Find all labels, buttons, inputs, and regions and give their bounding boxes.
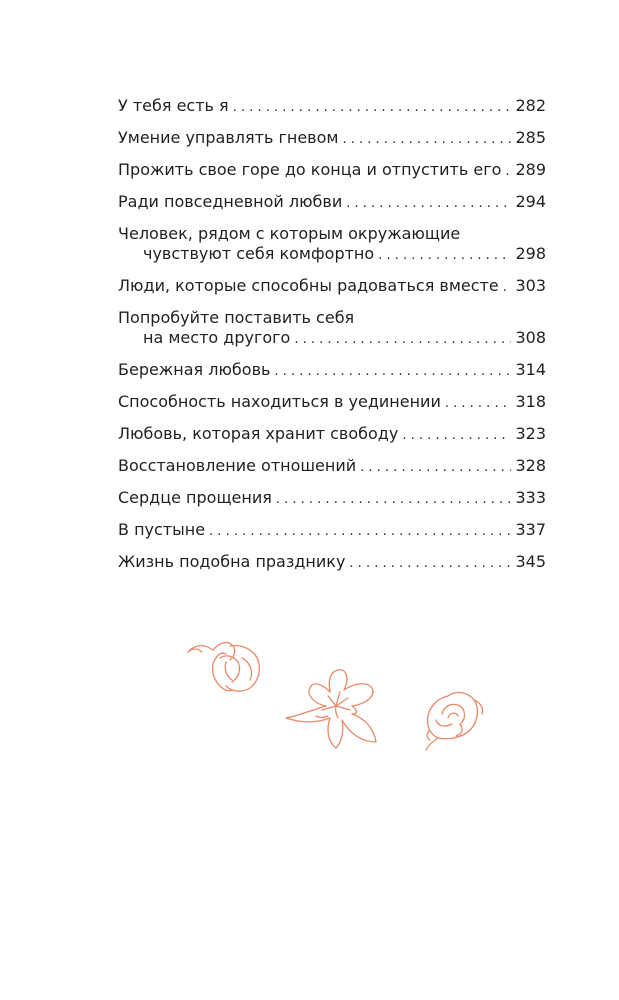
right-flower-icon <box>426 693 483 750</box>
toc-leader-dots <box>342 130 511 150</box>
toc-entry-page: 282 <box>515 96 546 115</box>
left-flower-icon <box>188 643 259 692</box>
middle-flower-icon <box>286 670 376 748</box>
table-of-contents <box>118 96 546 584</box>
toc-leader-dots <box>360 458 511 478</box>
toc-entry-title: Люди, которые способны радоваться вместе <box>118 276 499 295</box>
toc-entry-page: 285 <box>515 128 546 147</box>
toc-entry-page: 303 <box>515 276 546 295</box>
toc-entry-page: 294 <box>515 192 546 211</box>
toc-leader-dots <box>346 194 511 214</box>
toc-entry-page: 345 <box>515 552 546 571</box>
toc-entry[interactable] <box>118 160 546 182</box>
toc-entry-title: Ради повседневной любви <box>118 192 343 211</box>
toc-entry[interactable] <box>118 552 546 574</box>
toc-entry[interactable] <box>118 360 546 382</box>
toc-entry[interactable] <box>118 224 546 266</box>
toc-entry[interactable] <box>118 276 546 298</box>
toc-entry-page: 328 <box>515 456 546 475</box>
toc-leader-dots <box>402 426 511 446</box>
toc-entry[interactable] <box>118 456 546 478</box>
toc-entry-title-line1: Попробуйте поставить себя <box>118 308 355 327</box>
toc-entry[interactable] <box>118 520 546 542</box>
toc-entry[interactable] <box>118 392 546 414</box>
toc-leader-dots <box>294 330 511 350</box>
toc-entry[interactable] <box>118 96 546 118</box>
toc-entry-title: В пустыне <box>118 520 206 539</box>
toc-entry-title: У тебя есть я <box>118 96 229 115</box>
toc-leader-dots <box>276 490 512 510</box>
toc-leader-dots <box>505 162 511 182</box>
toc-entry-page: 314 <box>515 360 546 379</box>
toc-entry-title: Способность находиться в уединении <box>118 392 441 411</box>
toc-entry[interactable] <box>118 128 546 150</box>
toc-leader-dots <box>445 394 512 414</box>
toc-leader-dots <box>274 362 511 382</box>
flowers-illustration-icon <box>180 630 490 760</box>
toc-entry-page: 308 <box>515 328 546 347</box>
toc-entry-page: 289 <box>515 160 546 179</box>
toc-entry-title: Умение управлять гневом <box>118 128 339 147</box>
toc-entry-page: 318 <box>515 392 546 411</box>
toc-entry-title-line2: чувствуют себя комфортно <box>143 244 375 263</box>
toc-entry[interactable] <box>118 192 546 214</box>
toc-entry[interactable] <box>118 308 546 350</box>
toc-entry-title: Любовь, которая хранит свободу <box>118 424 399 443</box>
toc-entry-title: Восстановление отношений <box>118 456 357 475</box>
toc-leader-dots <box>233 98 512 118</box>
toc-entry-title-line1: Человек, рядом с которым окружающие <box>118 224 461 243</box>
toc-leader-dots <box>209 522 511 542</box>
toc-entry-title: Жизнь подобна празднику <box>118 552 346 571</box>
toc-entry-page: 333 <box>515 488 546 507</box>
toc-leader-dots <box>349 554 511 574</box>
toc-leader-dots <box>503 278 512 298</box>
toc-entry-page: 337 <box>515 520 546 539</box>
toc-entry-page: 298 <box>515 244 546 263</box>
toc-entry[interactable] <box>118 424 546 446</box>
toc-entry-title: Сердце прощения <box>118 488 272 507</box>
toc-entry-title: Прожить свое горе до конца и отпустить его <box>118 160 502 179</box>
toc-entry-title: Бережная любовь <box>118 360 271 379</box>
toc-entry[interactable] <box>118 488 546 510</box>
toc-entry-title-line2: на место другого <box>143 328 291 347</box>
toc-leader-dots <box>378 246 511 266</box>
toc-entry-page: 323 <box>515 424 546 443</box>
